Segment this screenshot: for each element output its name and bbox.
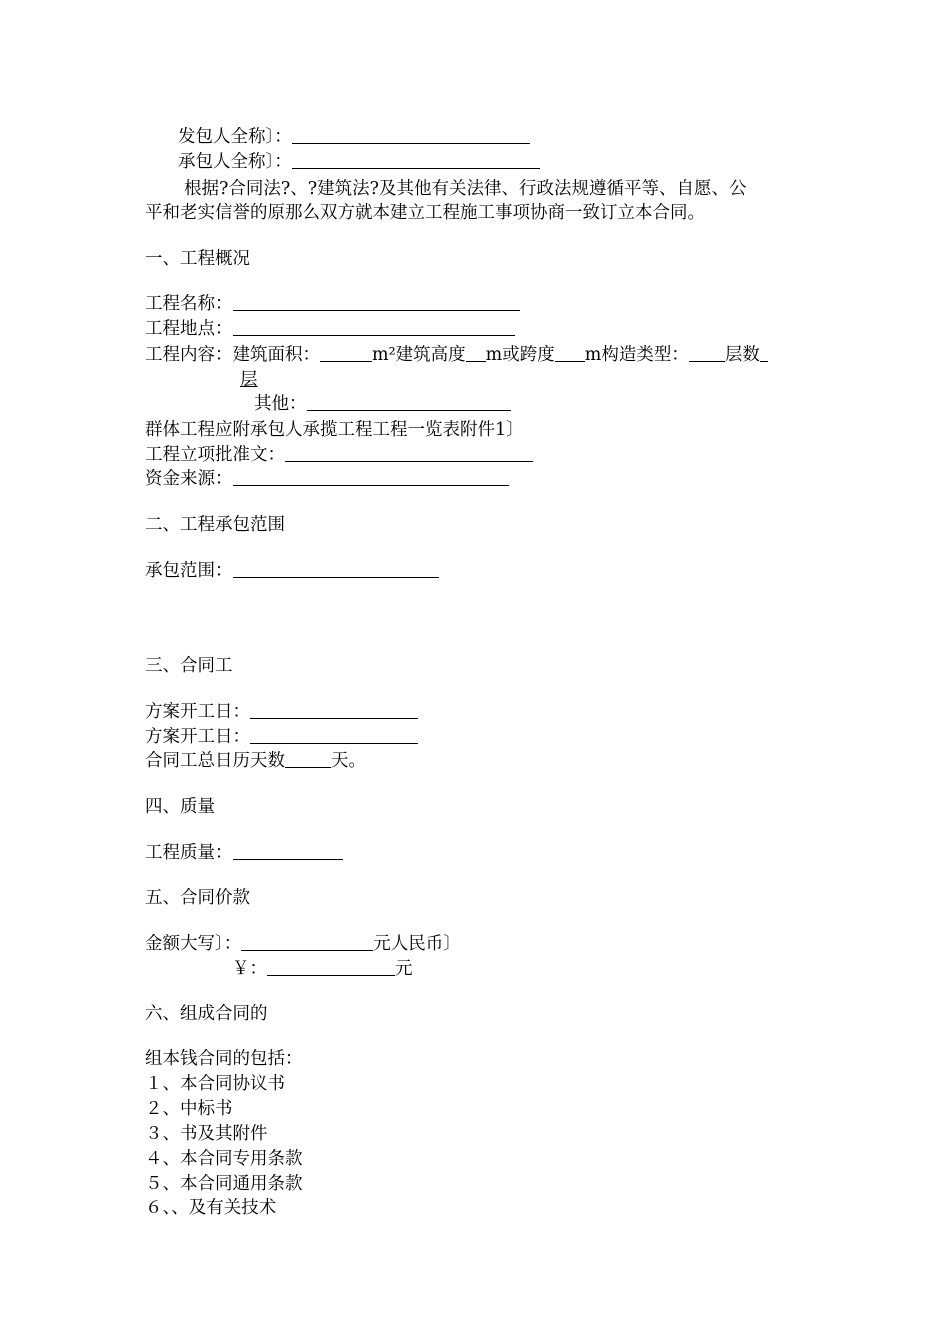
total-days-line [145,749,366,773]
amount-words-unit: 元人民币〕 [373,934,461,954]
floors-unit: 层 [240,370,258,390]
scope-line [145,559,439,583]
contractor-field[interactable] [292,150,540,169]
list-item: ２、中标书 [145,1099,233,1119]
end-date-line [145,725,418,749]
project-location-label: 工程地点： [145,319,233,339]
section-3-heading: 三、合同工 [145,656,233,676]
other-field[interactable] [307,392,511,411]
project-location-line [145,317,515,341]
total-days-unit: 天。 [331,751,366,771]
structure-type-field[interactable] [689,343,725,362]
building-area-field[interactable] [320,343,372,362]
approval-line [145,443,533,467]
start-date-field[interactable] [250,700,418,719]
total-days-field[interactable] [285,749,331,768]
section-4-heading: 四、质量 [145,797,215,817]
span-unit: m构造类型： [584,345,689,365]
funding-line [145,467,509,491]
start-date-line [145,700,418,724]
funding-label: 资金来源： [145,469,233,489]
funding-field[interactable] [233,467,509,486]
amount-words-field[interactable] [241,932,373,951]
project-name-line [145,292,520,316]
section-6-heading: 六、组成合同的 [145,1004,268,1024]
group-project-note: 群体工程应附承包人承揽工程工程一览表附件1〕 [145,420,524,440]
project-name-label: 工程名称： [145,294,233,314]
employer-field[interactable] [292,125,530,144]
area-unit: m²建筑高度 [372,345,466,365]
floors-label: 层数 [724,345,760,365]
project-content-label: 工程内容：建筑面积： [145,345,320,365]
section-5-heading: 五、合同价款 [145,888,250,908]
approval-label: 工程立项批准文： [145,445,285,465]
section-1-heading: 一、工程概况 [145,249,250,269]
intro-line-2: 平和老实信誉的原那么双方就本建立工程施工事项协商一致订立本合同。 [145,203,705,223]
start-date-label: 方案开工日： [145,702,250,722]
contractor-label: 承包人全称〕： [178,152,292,172]
yen-label: ￥： [232,959,267,979]
other-line [254,392,511,416]
amount-figures-line [232,957,413,981]
list-item: ３、书及其附件 [145,1124,268,1144]
span-field[interactable] [555,343,585,362]
amount-words-line [145,932,461,956]
list-item: ４、本合同专用条款 [145,1149,303,1169]
documents-intro: 组本钱合同的包括： [145,1049,303,1069]
employer-line [178,125,530,149]
total-days-label: 合同工总日历天数 [145,751,285,771]
project-name-field[interactable] [233,292,520,311]
building-height-field[interactable] [466,343,486,362]
intro-line-1: 根据?合同法?、?建筑法?及其他有关法律、行政法规遵循平等、自愿、公 [184,179,747,199]
employer-label: 发包人全称〕： [178,127,292,147]
amount-words-label: 金额大写〕： [145,934,242,954]
contractor-line [178,150,540,174]
project-location-field[interactable] [233,317,515,336]
amount-figures-field[interactable] [267,957,395,976]
quality-label: 工程质量： [145,843,233,863]
end-date-label: 方案开工日： [145,727,250,747]
section-2-heading: 二、工程承包范围 [145,515,285,535]
end-date-field[interactable] [250,725,418,744]
other-label: 其他： [254,394,307,414]
floors-field[interactable] [760,343,768,362]
list-item: ５、本合同通用条款 [145,1174,303,1194]
scope-label: 承包范围： [145,561,233,581]
list-item: ６、、及有关技术 [145,1198,277,1218]
height-unit: m或跨度 [485,345,555,365]
quality-line [145,841,343,865]
list-item: １、本合同协议书 [145,1074,285,1094]
approval-field[interactable] [285,443,533,462]
yen-unit: 元 [395,959,413,979]
scope-field[interactable] [233,559,439,578]
quality-field[interactable] [233,841,343,860]
project-content-line [145,343,768,367]
